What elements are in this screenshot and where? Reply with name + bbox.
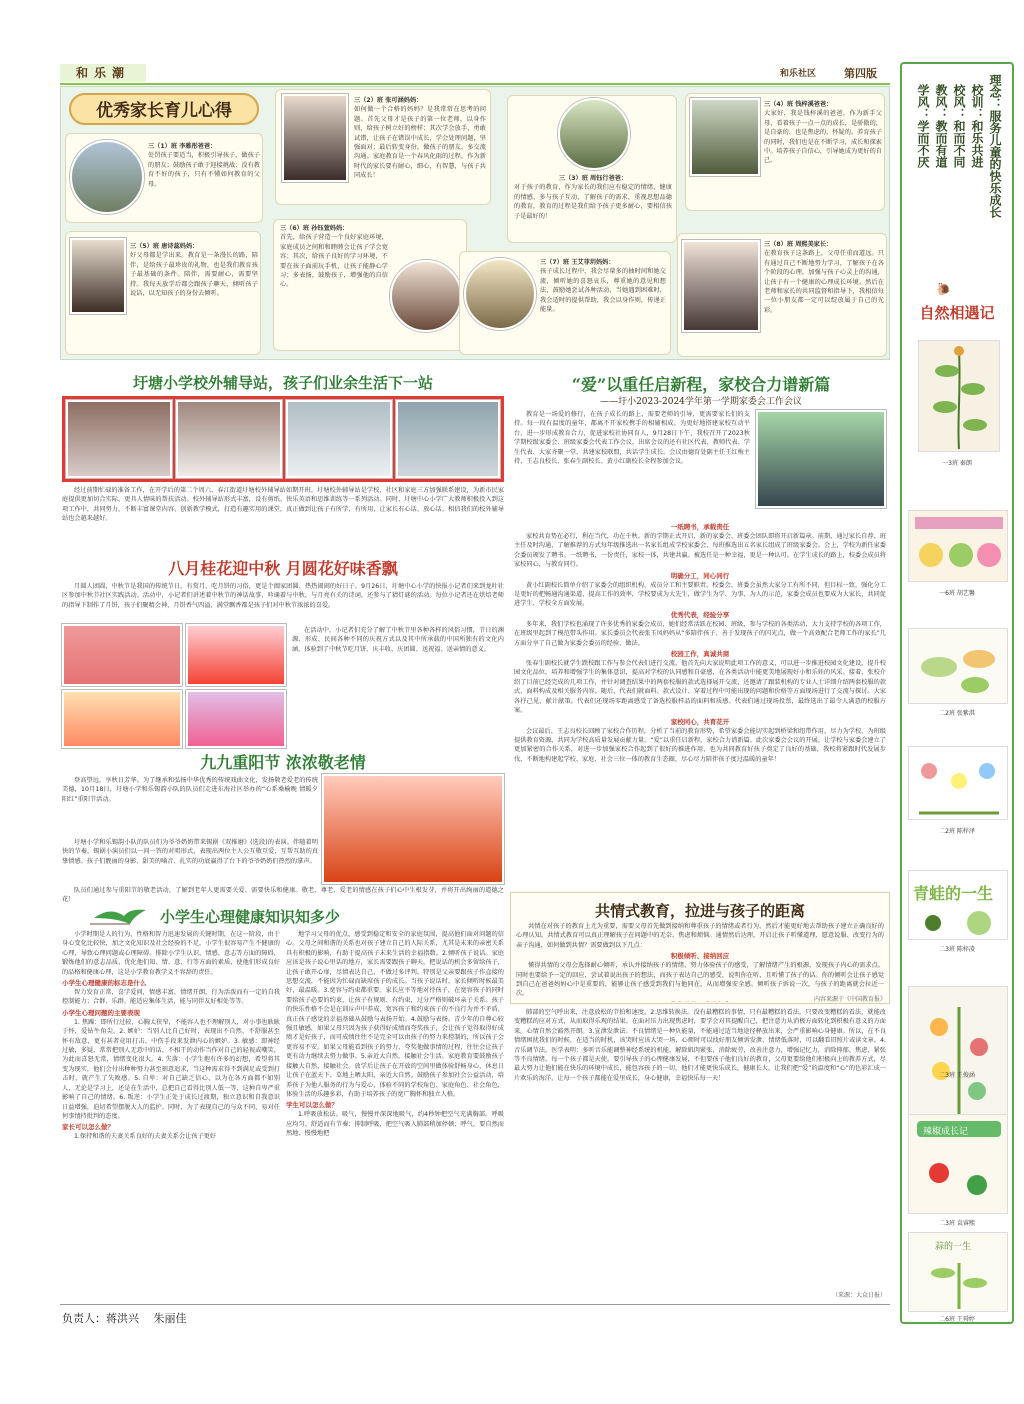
parent-card xyxy=(677,233,887,357)
parent-photo-7 xyxy=(464,258,536,330)
midautumn-photo-2 xyxy=(186,624,286,686)
drawing-2 xyxy=(908,510,1008,582)
masthead-page-number: 第四版 xyxy=(844,67,877,80)
parent-photo-2 xyxy=(282,94,348,182)
plant-drawing-icon xyxy=(919,341,1001,453)
chongyang-title: 九九重阳节 浓浓敬老情 xyxy=(200,753,366,772)
pepper-drawing-icon xyxy=(909,1115,1009,1215)
svg-text:辣椒成长记: 辣椒成长记 xyxy=(923,1127,969,1137)
parent-quote: 好父母都是学出来。教育是一条漫长的路，陪伴，是给孩子最珍贵的礼物，也是我们教育孩子最基础的条件。陪伴，需要耐心，需要坚持。我每天放学后都会跟孩子聊天，倾听孩子说话，以无知孩子的身份去倾听。 xyxy=(130,252,258,298)
tutoring-title: 圩塘小学校外辅导站，孩子们业余生活下一站 xyxy=(132,374,433,392)
parent-quote: 对于孩子的教育，作为家长的我们应有稳定的情绪、健康的情感，多与孩子互动，了解孩子的需求，重视思想品德的教育，教育的过程是我们给予孩子更多耐心，要相信孩子是最好的！ xyxy=(514,184,672,220)
nature-handbook-icon xyxy=(909,511,1009,583)
drawing-caption: 二3班 袁睿熙 xyxy=(939,1220,975,1227)
svg-text:蒜的一生: 蒜的一生 xyxy=(935,1242,972,1252)
parent-quote: 大家好，我是钱梓溪的爸爸，作为新手父母，看着孩子一点一点的成长，是骄傲的，是自豪的，也是焦虑的，怀疑的。养育孩子的同时，我们也是在不断学习，成长和探索中。培养孩子自信心，引导她成为更好的自己。 xyxy=(764,110,882,165)
tutoring-photo xyxy=(396,400,500,478)
midautumn-photo-3 xyxy=(62,690,182,748)
psych-col2: 地学习父母的优点，感受到稳定和安全的家庭氛围，提高他们面对问题的信心。父母之间和谐的关系也对孩子建立自己的人际关系，尤其是未来的亲密关系具有积极的影响，有助于提高孩子未来生活的幸福指数。2.倾听孩子说话。家庭应该是孩子说心里话的地方，家长需要跟孩子聊天，把说话的机会多留给孩子，让孩子敢开心扉，尽情表达自己，不做过多评判。特别是父亲要跟孩子作直接的思想交流，不能因为忙碌而缺席孩子的成长。当孩子说话时，家长倾听时候最美好，最温暖。3.宽容与约束都重要。家长应平等地对待孩子，在宽容孩子的同时要给孩子必要的约束，让孩子有规则、有约束，过分严格则破坏亲子关系。孩子的快乐性格不会是在训斥声中养成，宽容孩子和约束孩子的不良行为并不矛盾，真正孩子感觉的幸福基础从鼓励与表扬开始。4.鼓励与表扬。青少年的自尊心较强且敏感，如果父母只因为孩子获得好成绩而夸奖孩子，会让孩子觉得取得好成绩才是好孩子，而可成绩往往不是完全可以由孩子的努力来控制的，所以孩子会更容易不安。如果父母能看到孩子的努力，夸奖他做事情的过程，往往会让孩子更有动力继续去努力做事。5.亲近大自然，接触社会生活。家庭教育要鼓励孩子接触大自然，接触社会。放学后让孩子在开放的空间里做体验舒畅身心，休息日让孩子在蓝天下、草地上晒太阳，亲近大自然。鼓励孩子参加社会公益活动，培养孩子为他人服务的行为与爱心，体验不同的学校角色、家庭角色、社会角色，体验生活的乐趣多彩，有助于培养孩子的宽广胸怀和独立人格。 学生可以怎么做？ 1.呼吸放松法。吸气，慢慢并深深地吸气，约4秒钟把空气充满胸部。呼吸应均匀、舒适而有节奏；抑制呼吸，把空气吸入肺部稍加停顿；呼气，要自然而然地、慢慢地把 xyxy=(286,931,504,1138)
psych-title: 小学生心理健康知识知多少 xyxy=(160,908,341,926)
meeting-intro: 教育是一场爱的修行，在孩子成长的路上，需要老师的引导，更需要家长们的支持。每一段有温度的童年，都离不开家校携手的相辅相成。为更好地搭建家校互动平台，进一步形成教育合力，促进家校社协同育人，9月28日下午，我校召开了2023秋学期校级家委会、班级家委会代表工作会议，出席会议的还有社区代表、教师代表、学生代表、大家齐聚一堂，共建家校联盟，共话学生成长。会议由德育处副主任王红梅主持，王志良校长、张春生副校长、黄小红副校长全程参加会议。 xyxy=(514,411,750,466)
drawing-3 xyxy=(908,628,1008,704)
masthead-rule xyxy=(60,83,890,85)
psych-col3: 肺部的空气呼出来，注意放松的节拍和速度。2.思维转换法。没有最糟糕的事情，只有最糟糕的看法。只要改变糟糕的看法，就能改变糟糕的应对方式，从而取得乐观的结果。在面对压力出现焦虑时，要学会对其提醒自己，把注意力从消极方面转化到积极有意义的方面来。心情自然会豁然开朗。3.宣泄发泄法。不良情绪是一种负能量，不能通过适当地途径释放出来，会严重影响心身健康。所以，在不良情绪困扰我们的时候，在适当的时机，该哭时应该大哭一场，心烦时可以找好朋友倾诉发泄，情绪低落时，可以翻看旧照片或读文章。4.音乐调节法。医学表明：多听音乐能调整神经系统的机能，解除肌肉紧张，消除疲劳，改善注意力，增强记忆力，消除抑郁、焦虑、紧张等不良情绪。每一个孩子都是天使，要引导孩子的心理健康发展，不但要孩子他们良好的教育，父母更要给他们积极向上的教养方式，尽最大努力让他们能在快乐的环境中成长，能包容孩子的一切，他们才能更快乐成长，健康长大。让我们把“爱”的温度和“心”的色彩汇成一片欢乐的海洋，让每一个孩子都能在爱里成长，身心健康，幸福快乐每一天！ xyxy=(514,1009,886,1082)
sidebar-motto-col: 理念：服务儿童的快乐成长 xyxy=(988,74,1002,218)
midautumn-title: 八月桂花迎中秋 月圆花好味香飘 xyxy=(168,559,398,578)
tutoring-photo xyxy=(66,400,172,478)
drawing-caption: 一6班 胡艺馨 xyxy=(939,590,975,597)
parent-card xyxy=(685,93,885,211)
empathy-source: 内容来源于《中国教育报》 xyxy=(813,996,886,1003)
sidebar-motto-col: 校风：和而不同 xyxy=(952,84,966,168)
psych-source: （来源：大众日报） xyxy=(831,1292,886,1299)
drawing-7 xyxy=(908,1114,1008,1214)
meeting-title: “爱”以重任启新程，家校合力谱新篇 xyxy=(571,375,831,394)
parents-title: 优秀家长育儿心得 xyxy=(69,93,259,125)
drawing-1 xyxy=(918,340,1000,452)
drawing-caption: 二3班 陈梓凌 xyxy=(939,946,975,953)
tutoring-text: 经过前期忙碌的准备工作，在开学后的第二个周六，春江街道圩塘校外辅导站如期开班。圩塘校外辅导站是学校、社区和家庭三方加强联系建设，为新市民家庭提供更加切合实际、更具人情味的帮扶活动。校外辅导站形式丰富，设有剪纸、快乐英语和思维训练等一系列活动。同时，圩塘中心小学广大教师积极投入到这项工作中，共同努力，不断丰富课堂内容，创新教学模式，打造有趣实用的课堂，真正做到让孩子有所学、有所用，让家长有心话、放心话。相信我们的校外辅导站也会越来越好。 xyxy=(62,487,504,523)
midautumn-photo-4 xyxy=(186,690,286,748)
chongyang-photo xyxy=(322,774,504,884)
drawing-caption: 一3班 秦朗 xyxy=(942,460,972,467)
parent-card xyxy=(275,89,491,205)
parent-card xyxy=(65,133,263,223)
midautumn-p2: 在活动中，小记者们充分了解了中秋节里各种各样的风俗习惯，节日的渊源、形成、民间各种不同的庆祝方式以及其中所承载的中国所独有的文化内涵，体验到了中秋节吃月饼、庆丰收、庆团圆、送祝福、送亲情的意义。 xyxy=(292,627,504,653)
footer-rule xyxy=(60,1304,890,1305)
parent-name: 三（8）班 周熙美家长： xyxy=(764,241,833,248)
midautumn-photo-1 xyxy=(62,624,182,686)
drawing-6 xyxy=(908,986,1008,1122)
parent-card xyxy=(273,219,467,351)
flower-drawing-icon xyxy=(909,747,1009,821)
footer-label: 负责人： xyxy=(62,1312,106,1325)
parent-quote: 在教育孩子这条路上，父母任重而道远。只有通过自己不断地努力学习，了解孩子在各个阶段的心理，加强与孩子心灵上的沟通，让孩子有一个健康的心理成长环境。然后在老师和家长的共同监督和指导下，我相信每一位小朋友都一定可以绽放属于自己的光彩。 xyxy=(764,250,884,314)
fruit-tree-drawing-icon xyxy=(909,987,1009,1123)
parent-photo-4 xyxy=(690,98,760,176)
chongyang-p3: 队员们通过参与重阳节的敬老活动，了解到老年人更需要关爱、需要快乐和健康。敬老、尊老、爱老的情感在孩子们心中生根发芽，并将开出绚丽的道德之花！ xyxy=(62,887,504,904)
parent-name: 三（3）班 周钰行爸爸： xyxy=(558,175,628,182)
frog-drawing-icon xyxy=(909,871,1009,941)
parent-card xyxy=(507,95,677,243)
parent-name: 三（7）班 王艾菲玥妈妈： xyxy=(540,259,615,266)
parent-photo-3 xyxy=(558,98,630,170)
parent-photo-5 xyxy=(70,238,126,314)
parent-card xyxy=(459,251,671,355)
tutoring-photo xyxy=(176,400,282,478)
drawing-caption: 二3班 王俊涵 xyxy=(939,1072,975,1079)
parent-photo-1 xyxy=(70,140,144,214)
parent-name: 三（6）班 孙钰萱妈妈： xyxy=(280,225,349,232)
drawing-caption: 二6班 王舜婷 xyxy=(939,1316,975,1323)
bird-icon xyxy=(90,904,160,928)
parent-card xyxy=(65,231,261,355)
drawing-4 xyxy=(908,746,1008,820)
meeting-subtitle: ——圩小2023-2024学年第一学期家委会工作会议 xyxy=(600,397,802,407)
masthead-right-org: 和乐社区 xyxy=(780,69,817,79)
chongyang-p2: 圩塘小学和乐锡韵小队的队员们为爷爷奶奶带来锡剧《双推磨》(选段)的表演。伴随着明快的节奏，锡剧小演员们以一问一答的对唱形式，表现出两位主人公互敬互爱、互帮互助的真挚情感。孩子们靓丽的身影、甜美的嗓音、扎实的功底赢得了台下的爷爷奶奶们热烈的掌声。 xyxy=(62,839,318,865)
chongyang-p1: 登高望远，享秋日芳华。为了继承和弘扬中华优秀的传统戏曲文化，发扬敬老爱老的传统美德，10月18日，圩塘小学和乐锡韵小队的队员们走进东海社区举办的“心系桑榆晚 情暖夕阳红”重阳节活动。 xyxy=(62,777,318,803)
meeting-photo xyxy=(756,410,886,508)
drawing-5 xyxy=(908,870,1008,940)
parent-photo-8 xyxy=(682,240,760,332)
parent-quote: 孩子成长过程中，我会尽量多的抽时间和她交流，倾听她的喜怒哀乐，尊重她的意见和想法，鼓励她尝试各种活动，当她遇到困难时，我会适时的提供帮助，我会以身作则，传递正能量。 xyxy=(540,268,666,314)
parents-section xyxy=(60,86,890,360)
parent-photo-6 xyxy=(390,260,462,332)
psych-col1: 小学时期是人的行为、性格和智力迅速发展的关键时期，在这一阶段，由于身心变化比较快，加之文化知识及社会经验的不足，小学生很容易产生不健康的心理，导致心理问题或心理障碍。排除小学生认识、情感、意志等方面的障碍，锻炼他们的意志品质，优化他们知、情、意、行等方面的素质，使他们形成良好的品格和健康心理，这是小学教育教学义不容辞的责任。 小学生心理健康的标志是什么 智力发育正常，喜学爱问，情感丰富，情绪开朗，行为活泼而有一定的自我控制能力；合群、乐群、能适应集体生活，能与同伴友好相处等等。 小学生心理问题的主要表现 1. 焦躁：即所行过较，心胸太狭窄，不能容人也不理解别人，对小事也耿耿于怀，爱钻牛角尖。2. 嫉妒：当别人比自己好时，表现出不自然、不舒服甚至怀有敌意，更有甚者竟用打击、中伤手段来发泄内心的嫉妒。3. 敏感：即神经过敏，多疑，常常把别人无意中的话、不相干的动作当作对自己的轻视或嘲笑，为此而喜怒无常，情绪变化很大。4. 失落：小学生抱有许多的幻想，希望将其变为现实，他们会付出种种努力甚至刻意追求，当这种需求得不到满足或受到打击时，就产生了失败感。5. 自卑：对自己缺乏信心，以为在各方面都不如别人，无论是学习上，还是在生活中，总把自己看得比别人低一等，这种自卑严重影响了自己的情绪。6. 叛逆：小学生正处于成长过渡期，独立意识和自我意识日益增强，迫切希望摆脱大人的监护。同时，为了表现自己的与众不同，易对任何事情持批判的态度。 家长可以怎么做？ 1.保持和谐的夫妻关系良好的夫妻关系会让孩子更好 xyxy=(62,931,280,1141)
parent-name: 三（1）班 李雅彤爸爸： xyxy=(148,143,217,150)
meeting-body: 一纸聘书，承载责任 家校共育势在必行，利在当代，功在千秋。新的学期正式开启，新的家委会、班委会团队即将开启新篇章。前期，通过家长自荐、班主任及时沟通、了解推荐的方式每年级推选出一名家长组成学校家委会，每班推选出五名家长组成了班级家委会。会上，学校为新任家委会委员颁发了聘书。一纸聘书，一份责任，家校一体，共建共赢。被选任是一种幸福，更是一种认可。在学生成长的路上，校委会成员将家校同心，与教育同行。 明确分工，同心同行 黄小红副校长简单介绍了家委会的组织机构、成员分工和主要职责。校委会、班委会虽然大家分工有所不同，但目标一致，强化分工是更好的把畅通沟通渠道、提高工作的效率，学校要成为大先生，做学生为学、为事、为人的示范，家委会成员也要成为大家长，共同促进学生、学校全方面发展。 优秀代表，经验分享 多年来，我们学校也涌现了许多优秀的家委会成员，她们经常活跃在校园、班级，参与学校的各类活动，大力支持学校的各项工作，在班级里起到了模范带头作用。家长委员会代表张玉凤妈妈从“多陪伴孩子、善于发现孩子的闪光点，做一个高效配合老师工作的家长”几方面分享了自己做为家委会委员的经验、做法。 校园工作，真诚共商 张春生副校长就学生跌校跟工作与参会代表们进行交流，他首先向大家说明此项工作的意义，可以进一步推进校园文化建设，提升校园文化品位，培养和增强学生的集体意识，提高对学校的认同感和自豪感，在各类活动中能更美地展现好小和乐娃的风采。接着，张校介绍了目前已经完成的几项工作，并针对调查结果中的两套校服的款式选择展开交流，还邀请了跟装机构的专业人士详细介绍两套校服的款式、面料构成及相关服务内容。随后，代表们就面料、款式设计、穿着过程中可能出现的问题和价格等方面现场进行了交流与探讨。大家各抒己见，献计献策。代表们还现场零距离感受了备选校服样品的面料和质感。代表们通过现场投票，最终选出了最令人满意的校服方案。 家校同心，共育花开 会议最后，王志良校长回顾了家校合作历程，分析了当前的教育形势，希望家委会能切实起到桥梁和纽带作用，尽力为学校、为班级提供教育资源，共同为学校高质量发展贡献力量。“爱”以重任启新程，家校合力谱新篇。此次家委会会议的开展，让学校与家委会建立了更加紧密的合作关系，对进一步加强家校合作起到了很好的推进作用，也为共同教育好孩子奠定了良好的基础，我校将紧跟时代发展步伐，不断地构建起学校、家庭、社会三位一体的教育生态圈，尽心尽力陪伴孩子度过温暖的童年！ xyxy=(514,523,886,763)
footer-names: 蒋洪兴 朱丽佳 xyxy=(106,1312,187,1325)
parent-quote: 如何做一个合格的妈妈？是我常常在思考的问题。首先父母才是孩子的第一位老师，以身作则，给孩子树立好的榜样；其次学会放手，勇敢试错，让孩子在错误中成长，学会处理问题，坚强面对；最后转变身份，做孩子的朋友，多交流沟通。家庭教育是一个春风化雨的过程，作为新时代的家长要有耐心，细心，有智慧，与孩子共同成长！ xyxy=(354,106,486,180)
drawing-8 xyxy=(908,1232,1008,1312)
sidebar-title: 自然相遇记 xyxy=(919,304,995,322)
leaf-drawing-icon xyxy=(909,629,1009,705)
parent-name: 三（5）班 唐诗蕊妈妈： xyxy=(130,243,199,250)
snail-icon: 🐌 xyxy=(936,282,951,296)
sprout-drawing-icon xyxy=(909,1233,1009,1313)
svg-text:青蛙的一生: 青蛙的一生 xyxy=(913,884,994,903)
masthead xyxy=(60,62,890,84)
parent-quote: 处罚孩子要适当，积极引导孩子，做孩子的朋友；鼓励孩子敢于迎接挑战；没有教育不好的孩子，只有不懂如何教育的父母。 xyxy=(148,152,260,188)
midautumn-p1: 月圆人团圆，中秋节是我国的传统节日。有赏月、吃月饼的习俗，更是个阖家团圆、热热闹闹的好日子。9月26日，圩塘中心小学的快报小记者们来到龙叶社区参加中秋节社区实践活动。活动中，小记者们讲述着中秋节的神话故事，吟诵着与中秋、与月亮有关的诗词，还参与了猜灯谜的活动。每位小记者还在烘焙老师的指导下制作了月饼，孩子们聚精会神，月饼香气四溢，满堂飘香都是孩子们对中秋节浓浓的喜爱。 xyxy=(62,583,504,609)
footer xyxy=(62,1310,462,1326)
parent-name: 三（4）班 钱梓溪爸爸： xyxy=(764,101,833,108)
tutoring-body xyxy=(62,486,504,548)
sidebar xyxy=(900,62,1014,1324)
parent-name: 三（2）班 张可涵妈妈： xyxy=(354,97,423,104)
tutoring-photo xyxy=(286,400,392,478)
sidebar-motto-col: 教风：教而有道 xyxy=(934,84,948,168)
empathy-title: 共情式教育，拉进与孩子的距离 xyxy=(594,902,805,920)
drawing-caption: 二2班 张紫淇 xyxy=(939,710,975,717)
empathy-body: 共情在对孩子的教育上尤为重要，需要父母首先做到接纳和尊重孩子的情绪或者行为，然后才能更好地去帮助孩子建立正确良好的心理认知。共情式教育可以真正理解孩子在问题中的无奈、焦虑和烦恼。通情然后达理，开启让孩子听懂道理、愿意说服、改变行为的亲子沟通，如何做到共情？需要做到以下几点： 积极倾听、接纳回应 懂得共情的父母会选择耐心倾听，承认并接纳孩子的情绪，努力体验孩子的感受，了解情绪产生的根源，发现孩子内心的需求点。同时也要给予一定的回应，尝试着说出孩子的想法，而孩子表达自己的感受，说明你在听，且听懂了孩子的话。你的倾听会让孩子感觉到自己在爸爸妈妈心中是重要的，能够让孩子感受到我们与他同在，从而增强安全感。倾听孩子诉说一次，与孩子的距离就会拉近一次。 xyxy=(516,923,884,998)
parent-quote: 首先，给孩子营造一个良好家庭环境，家庭成员之间和和睦睦会让孩子学会宽容；其次，给孩子良好的学习环境，不要在孩子面前玩手机，让孩子能静心学习；多表扬，鼓励孩子，增强他的自信心。 xyxy=(280,234,388,289)
sidebar-motto-col: 校训：和乐共进 xyxy=(970,84,984,168)
drawing-caption: 二2班 陈梓泽 xyxy=(939,828,975,835)
sidebar-motto xyxy=(908,74,1008,324)
tutoring-photos xyxy=(62,396,504,482)
masthead-left-logo: 和乐潮 xyxy=(60,64,146,82)
sidebar-motto-col: 学风：学而不厌 xyxy=(916,84,930,168)
